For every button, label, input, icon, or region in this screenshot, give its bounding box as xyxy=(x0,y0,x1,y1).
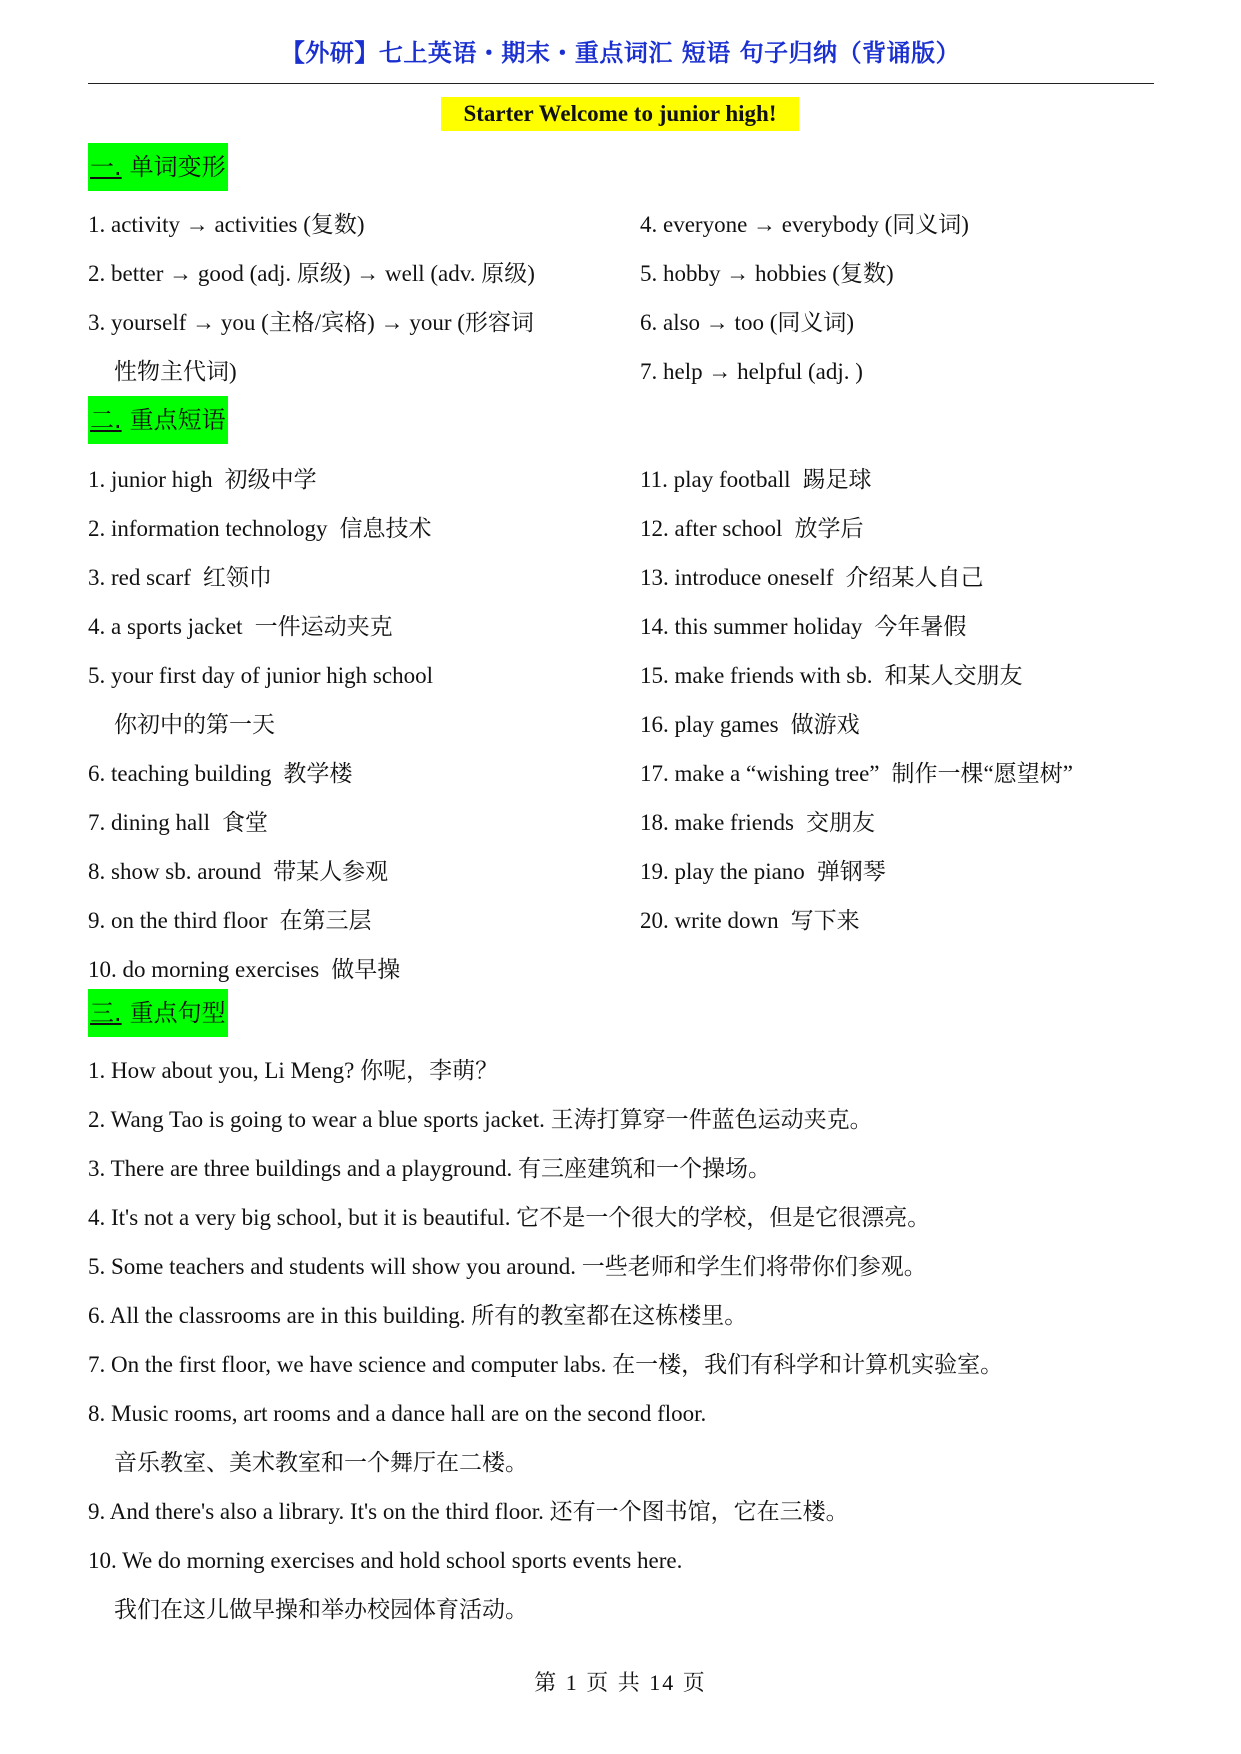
page-footer: 第 1 页 共 14 页 xyxy=(534,1670,707,1695)
phrase-en: 4. a sports jacket xyxy=(88,614,243,639)
phrase-item xyxy=(640,504,1160,553)
vocab-left-column xyxy=(88,200,618,396)
sentence-item: 8. Music rooms, art rooms and a dance hall are on the second floor. xyxy=(88,1401,707,1426)
phrase-zh: 初级中学 xyxy=(224,467,317,492)
phrase-zh: 制作一棵“愿望树” xyxy=(891,761,1073,786)
phrase-item xyxy=(640,749,1160,798)
phrase-en: 1. junior high xyxy=(88,467,213,492)
phrase-item xyxy=(88,553,618,602)
header-divider xyxy=(88,83,1154,84)
section-number: 二. xyxy=(90,406,122,434)
phrase-item xyxy=(640,700,1160,749)
phrase-en: 10. do morning exercises xyxy=(88,957,320,982)
phrase-item xyxy=(88,896,618,945)
phrase-zh: 一件运动夹克 xyxy=(254,614,393,639)
sentence-item-continued: 我们在这儿做早操和举办校园体育活动。 xyxy=(114,1597,528,1622)
vocab-item: 1. activity → activities (复数) xyxy=(88,212,365,237)
phrase-zh: 介绍某人自己 xyxy=(845,565,984,590)
phrase-item xyxy=(640,798,1160,847)
phrase-en: 3. red scarf xyxy=(88,565,191,590)
phrase-zh: 弹钢琴 xyxy=(816,859,886,884)
sentence-item: 1. How about you, Li Meng? 你呢，李萌？ xyxy=(88,1058,499,1083)
phrase-zh: 今年暑假 xyxy=(874,614,967,639)
section-label: 重点短语 xyxy=(129,406,226,434)
phrase-zh: 信息技术 xyxy=(339,516,432,541)
phrase-en: 15. make friends with sb. xyxy=(640,663,873,688)
section-vocab-heading xyxy=(88,143,228,191)
phrase-zh: 在第三层 xyxy=(279,908,372,933)
phrase-en: 20. write down xyxy=(640,908,779,933)
vocab-item: 7. help → helpful (adj. ) xyxy=(640,359,863,384)
phrase-item xyxy=(640,602,1160,651)
phrase-en: 16. play games xyxy=(640,712,779,737)
sentence-item: 5. Some teachers and students will show you around. 一些老师和学生们将带你们参观。 xyxy=(88,1254,927,1279)
phrase-item xyxy=(88,504,618,553)
sentence-item: 2. Wang Tao is going to wear a blue sports jacket. 王涛打算穿一件蓝色运动夹克。 xyxy=(88,1107,873,1132)
vocab-item-continued: 性物主代词) xyxy=(114,359,237,384)
phrase-item xyxy=(88,749,618,798)
phrase-zh: 和某人交朋友 xyxy=(884,663,1023,688)
phrase-en: 17. make a “wishing tree” xyxy=(640,761,880,786)
sentence-item: 6. All the classrooms are in this building. 所有的教室都在这栋楼里。 xyxy=(88,1303,748,1328)
phrase-en: 7. dining hall xyxy=(88,810,211,835)
sentence-item-continued: 音乐教室、美术教室和一个舞厅在二楼。 xyxy=(114,1450,528,1475)
phrase-item xyxy=(88,798,618,847)
vocab-item: 5. hobby → hobbies (复数) xyxy=(640,261,894,286)
phrase-en: 19. play the piano xyxy=(640,859,805,884)
sentence-item: 7. On the first floor, we have science and computer labs. 在一楼，我们有科学和计算机实验室。 xyxy=(88,1352,1004,1377)
phrases-left-column xyxy=(88,455,618,994)
phrase-en: 2. information technology xyxy=(88,516,328,541)
sentence-item: 4. It's not a very big school, but it is beautiful. 它不是一个很大的学校，但是它很漂亮。 xyxy=(88,1205,931,1230)
sentences-list xyxy=(88,1046,1168,1634)
phrase-item xyxy=(640,847,1160,896)
phrase-item xyxy=(88,602,618,651)
phrase-en: 11. play football xyxy=(640,467,791,492)
phrase-zh: 踢足球 xyxy=(802,467,872,492)
phrase-item xyxy=(640,651,1160,700)
phrase-en: 9. on the third floor xyxy=(88,908,268,933)
page-header: 【外研】七上英语・期末・重点词汇 短语 句子归纳（背诵版） xyxy=(280,39,961,67)
phrase-zh: 红领巾 xyxy=(202,565,272,590)
phrase-item xyxy=(88,945,618,994)
phrase-item xyxy=(640,553,1160,602)
phrase-zh: 放学后 xyxy=(794,516,864,541)
phrase-zh: 交朋友 xyxy=(805,810,875,835)
phrases-right-column xyxy=(640,455,1160,945)
vocab-item: 6. also → too (同义词) xyxy=(640,310,855,335)
phrase-zh: 你初中的第一天 xyxy=(114,712,275,737)
phrase-en: 8. show sb. around xyxy=(88,859,262,884)
phrase-en: 13. introduce oneself xyxy=(640,565,834,590)
phrase-zh: 教学楼 xyxy=(283,761,353,786)
phrase-zh: 带某人参观 xyxy=(273,859,389,884)
section-label: 单词变形 xyxy=(129,153,226,181)
phrase-zh: 做游戏 xyxy=(790,712,860,737)
phrase-zh: 食堂 xyxy=(222,810,269,835)
section-phrases-heading xyxy=(88,396,228,444)
phrase-zh: 做早操 xyxy=(331,957,401,982)
vocab-right-column xyxy=(640,200,1160,396)
phrase-en: 18. make friends xyxy=(640,810,794,835)
vocab-item: 3. yourself → you (主格/宾格) → your (形容词 xyxy=(88,310,534,335)
phrase-en: 12. after school xyxy=(640,516,783,541)
vocab-item: 2. better → good (adj. 原级) → well (adv. 原级) xyxy=(88,261,535,286)
sentence-item: 10. We do morning exercises and hold school sports events here. xyxy=(88,1548,683,1573)
sentence-item: 3. There are three buildings and a playground. 有三座建筑和一个操场。 xyxy=(88,1156,772,1181)
section-number: 一. xyxy=(90,153,122,181)
unit-title: Starter Welcome to junior high! xyxy=(441,97,799,131)
phrase-item xyxy=(88,847,618,896)
phrase-item-continued xyxy=(88,700,618,749)
phrase-en: 6. teaching building xyxy=(88,761,272,786)
phrase-item xyxy=(88,651,618,700)
vocab-item: 4. everyone → everybody (同义词) xyxy=(640,212,969,237)
sentence-item: 9. And there's also a library. It's on the third floor. 还有一个图书馆，它在三楼。 xyxy=(88,1499,849,1524)
phrase-item xyxy=(88,455,618,504)
phrase-en: 14. this summer holiday xyxy=(640,614,863,639)
section-sentences-heading xyxy=(88,989,228,1037)
phrase-item xyxy=(640,455,1160,504)
phrase-item xyxy=(640,896,1160,945)
phrase-en: 5. your first day of junior high school xyxy=(88,663,433,688)
section-number: 三. xyxy=(90,999,122,1027)
phrase-zh: 写下来 xyxy=(790,908,860,933)
section-label: 重点句型 xyxy=(129,999,226,1027)
